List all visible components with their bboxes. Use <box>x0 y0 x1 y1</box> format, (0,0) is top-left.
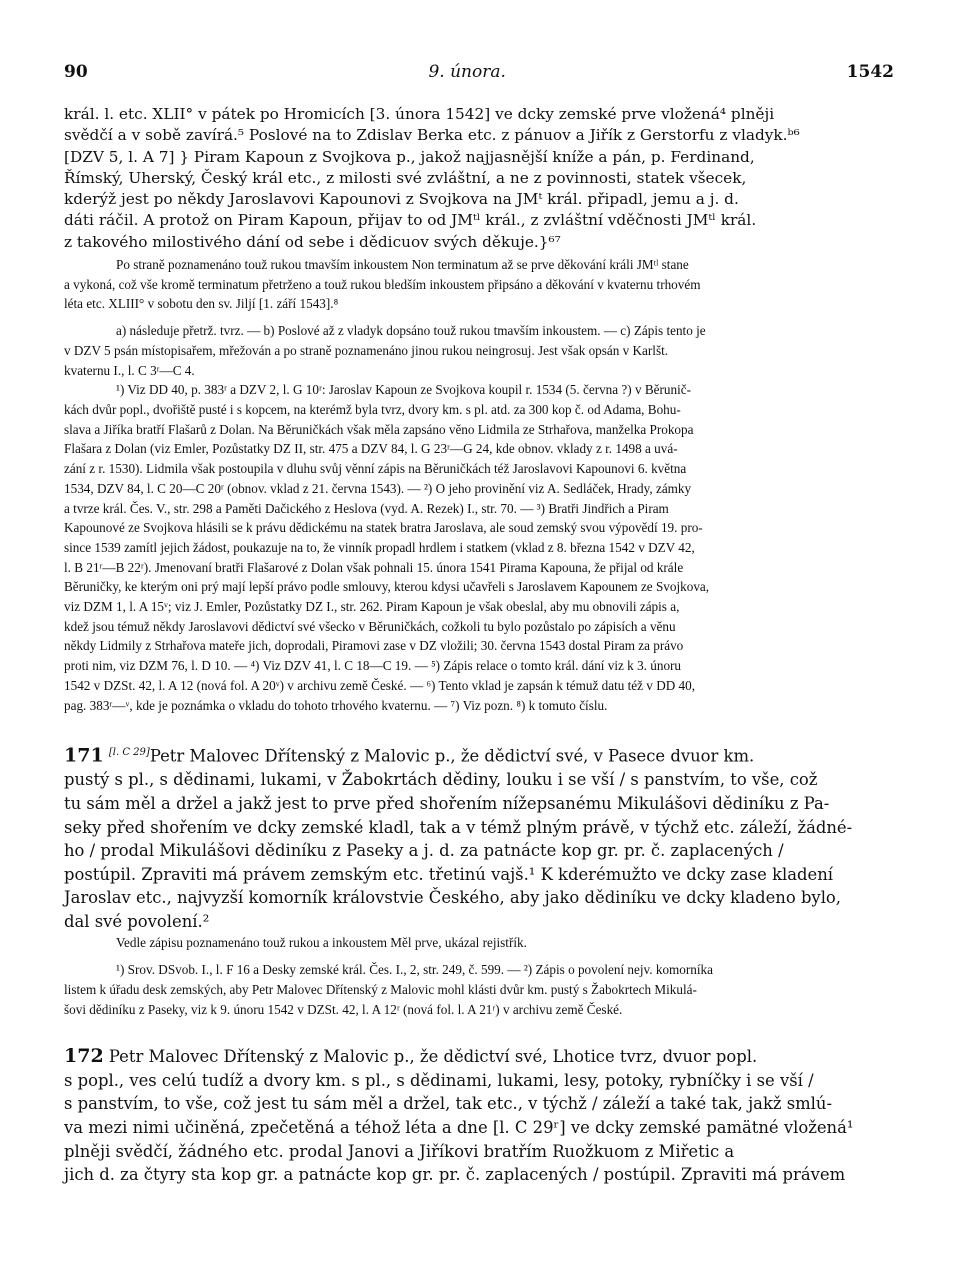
running-year: 1542 <box>846 62 894 82</box>
text-line: jich d. za čtyry sta kop gr. a patnácte kop gr. pr. č. zaplacených / postúpil. Zpraviti má právem <box>64 1165 846 1185</box>
running-head <box>64 62 894 82</box>
text-line: Petr Malovec Dřítenský z Malovic p., že dědictví své, v Pasece dvuor km. <box>149 746 755 766</box>
footnote-line: ¹) Viz DD 40, p. 383ʳ a DZV 2, l. G 10ʳ: Jaroslav Kapoun ze Svojkova koupil r. 1534 (5. června ?) v Běrunič- <box>116 382 691 398</box>
page-number: 90 <box>64 62 88 82</box>
text-line: plněji svědčí, žádného etc. prodal Janovi a Jiříkovi bratřím Ruožkuom z Miřetic a <box>64 1141 735 1161</box>
text-line: kderýž jest po někdy Jaroslavovi Kapounovi z Svojkova na JMᵗ král. připadl, jemu a j. d. <box>64 190 739 209</box>
entry-172 <box>64 1045 894 1187</box>
note-line: Po straně poznamenáno touž rukou tmavším inkoustem Non terminatum až se prve děkování králi JMᵗˡ stane <box>116 257 689 273</box>
entry-170-footnotes <box>64 380 894 715</box>
text-line: tu sám měl a držel a jakž jest to prve před shořením nížepsanému Mikulášovi dědiníku z Pa- <box>64 793 830 813</box>
footnote-line: viz DZM 1, l. A 15ᵛ; viz J. Emler, Pozůstatky DZ I., str. 262. Piram Kapoun je však obeslal, aby mu obnovili zápis a, <box>64 599 680 615</box>
footnote-line: slava a Jiříka bratří Flašarů z Dolan. Na Běruničkách však měla zapsáno věno Lidmila ze Strhařova, manželka Prokopa <box>64 421 694 437</box>
footnote-line: 1534, DZV 84, l. C 20—C 20ʳ (obnov. vklad z 21. června 1543). — ²) O jeho provinění viz A. Sedláček, Hrady, zámky <box>64 480 692 496</box>
footnote-line: ¹) Srov. DSvob. I., l. F 16 a Desky zemské král. Čes. I., 2, str. 249, č. 599. — ²) Zápis o povolení nejv. komorníka <box>116 962 713 978</box>
entry-171 <box>64 741 894 933</box>
folio-reference: [l. C 29] <box>108 747 150 759</box>
text-line: Jaroslav etc., najvyzší komorník královstvie Českého, aby jako dědiníku ve dcky kladeno bylo, <box>64 888 842 908</box>
footnote-line: 1542 v DZSt. 42, l. A 12 (nová fol. A 20ᵛ) v archivu země České. — ⁶) Tento vklad je zapsán k témuž datu též v DD 40, <box>64 677 696 693</box>
entry-170-apparatus <box>64 321 894 380</box>
text-line: va mezi nimi učiněná, zpečetěná a téhož léta a dne [l. C 29ʳ] ve dcky zemské pamätné vložená¹ <box>64 1118 854 1138</box>
entry-170-text <box>64 104 894 253</box>
entry-number: 172 <box>64 1045 104 1068</box>
text-line: Petr Malovec Dřítenský z Malovic p., že dědictví své, Lhotice tvrz, dvuor popl. <box>108 1047 758 1067</box>
entry-171-note <box>64 933 894 953</box>
apparatus-line: v DZV 5 psán místopisařem, mřežován a po straně poznamenáno jinou rukou neingrosuj. Jest však opsán v Karlšt. <box>64 342 669 358</box>
footnote-line: zání z r. 1530). Lidmila však postoupila v dluhu svůj věnní zápis na Běruničkách též Jaroslavovi Kapounovi 6. května <box>64 461 687 477</box>
text-line: s popl., ves celú tudíž a dvory km. s pl., s dědinami, lukami, lesy, potoky, rybníčky i se vší / <box>64 1070 814 1090</box>
footnote-line: since 1539 zamítl jejich žádost, poukazuje na to, že vinník propadl hrdlem i statkem (vklad z 8. března 1542 v DZV 42, <box>64 539 695 555</box>
note-line: a vykoná, což vše kromě terminatum přetrženo a touž rukou bledším inkoustem připsáno a děkování v kvaternu trhovém <box>64 276 701 292</box>
footnote-line: Flašara z Dolan (viz Emler, Pozůstatky DZ II, str. 475 a DZV 84, l. G 23ʳ—G 24, kde obnov. vklady z r. 1498 a uvá- <box>64 441 678 457</box>
text-line: seky před shořením ve dcky zemské kladl, tak a v témž plným právě, v týchž etc. záleží, žádné- <box>64 817 853 837</box>
text-line: Římský, Uherský, Český král etc., z milosti své zvláštní, a ne z povinnosti, statek všecek, <box>64 168 747 187</box>
entry-170-marginal-note <box>64 255 894 314</box>
entry-first-line <box>64 741 894 768</box>
entry-first-line <box>64 1045 894 1069</box>
footnote-line: a tvrze král. Čes. V., str. 298 a Paměti Dačického z Heslova (vyd. A. Rezek) I., str. 70. — ³) Bratři Jindřich a Piram <box>64 500 669 516</box>
footnote-line: kách dvůr popl., dvořiště pusté i s kopcem, na kterémž byla tvrz, dvory km. s pl. atd. za 300 kop č. od Adama, Bohu- <box>64 402 681 417</box>
text-line: ho / prodal Mikulášovi dědiníku z Paseky a j. d. za patnácte kop gr. pr. č. zaplacených / <box>64 841 784 861</box>
text-line: svědčí a v sobě zavírá.⁵ Poslové na to Zdislav Berka etc. z pánuov a Jiřík z Gerstorfu z vladyk.ᵇ⁶ <box>64 126 800 145</box>
running-title: 9. února. <box>428 62 506 82</box>
text-line: [DZV 5, l. A 7] } Piram Kapoun z Svojkova p., jakož najjasnější kníže a pán, p. Ferdinand, <box>64 147 755 166</box>
footnote-line: někdy Lidmily z Strhařova mateře jich, doprodali, Piramovi zase v DZ vložili; 30. června 1543 dostal Piram za právo <box>64 638 684 654</box>
apparatus-line: kvaternu I., l. C 3ʳ—C 4. <box>64 362 195 378</box>
apparatus-line: a) následuje přetrž. tvrz. — b) Poslové až z vladyk dopsáno touž rukou tmavším inkoustem. — c) Zápis tento je <box>116 323 706 339</box>
note-line: léta etc. XLIII° v sobotu den sv. Jiljí [1. září 1543].⁸ <box>64 296 339 312</box>
footnote-line: listem k úřadu desk zemských, aby Petr Malovec Dřítenský z Malovic mohl klásti dvůr km. pustý s Žabokrtech Mikulá- <box>64 981 697 997</box>
text-line: dal své povolení.² <box>64 911 210 931</box>
text-line: postúpil. Zpraviti má právem zemským etc. třetinú vajš.¹ K kderémužto ve dcky zase kladení <box>64 864 834 884</box>
note-line: Vedle zápisu poznamenáno touž rukou a inkoustem Měl prve, ukázal rejistřík. <box>116 935 527 951</box>
text-line: s panstvím, to vše, což jest tu sám měl a držel, tak etc., v týchž / záleží a také tak, jakž smlú- <box>64 1094 833 1114</box>
footnote-line: Kapounové ze Svojkova hlásili se k právu dědickému na statek bratra Jaroslava, ale soud zemský svou výpovědí 19. pro- <box>64 520 703 536</box>
footnote-line: Běruničky, ke kterým oni prý mají lepší právo podle smlouvy, kterou kdysi učavřeli s Jaroslavem Kapounem ze Svojkova, <box>64 579 710 595</box>
footnote-line: l. B 21ʳ—B 22ʳ). Jmenovaní bratři Flašarové z Dolan však pohnali 15. února 1541 Pirama Kapouna, že přijal od krále <box>64 559 684 575</box>
text-line: z takového milostivého dání od sebe i dědicuov svých děkuje.}⁶⁷ <box>64 232 561 251</box>
footnote-line: pag. 383ʳ—ᵛ, kde je poznámka o vkladu do tohoto trhového kvaternu. — ⁷) Viz pozn. ⁸) k tomuto číslu. <box>64 697 608 713</box>
footnote-line: kdež jsou témuž někdy Jaroslavovi dědictví své všecko v Běruničkách, cožkoli tu bylo pozůstalo po zápisích a věnu <box>64 618 676 634</box>
footnote-line: šovi dědiníku z Paseky, viz k 9. únoru 1542 v DZSt. 42, l. A 12ʳ (nová fol. l. A 21ʳ) v archivu země České. <box>64 1001 623 1017</box>
footnote-line: proti nim, viz DZM 76, l. D 10. — ⁴) Viz DZV 41, l. C 18—C 19. — ⁵) Zápis relace o tomto král. dání viz k 3. únoru <box>64 658 682 674</box>
text-line: dáti ráčil. A protož on Piram Kapoun, přijav to od JMᵗˡ král., z zvláštní vděčnosti JMᵗˡ král. <box>64 211 757 230</box>
entry-number: 171 <box>64 744 104 767</box>
entry-171-footnotes <box>64 960 894 1019</box>
text-line: král. l. etc. XLII° v pátek po Hromicích [3. února 1542] ve dcky zemské prve vložená⁴ plněji <box>64 105 775 123</box>
text-line: pustý s pl., s dědinami, lukami, v Žabokrtách dědiny, louku i se vší / s panstvím, to vše, což <box>64 770 818 790</box>
